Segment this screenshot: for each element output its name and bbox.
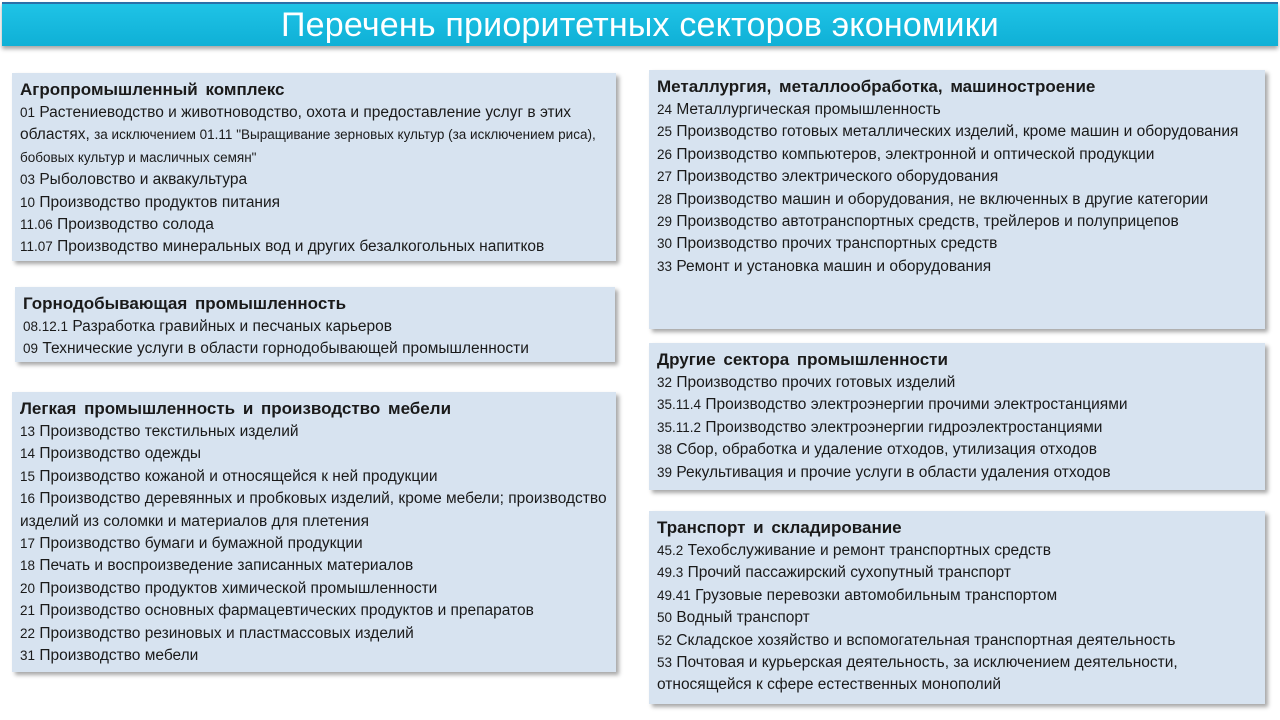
list-item (657, 417, 1259, 439)
item-text: Технические услуги в области горнодобывающей промышленности (42, 340, 529, 358)
item-text: Производство готовых металлических изделий, кроме машин и оборудования (676, 123, 1239, 141)
page-title: Перечень приоритетных секторов экономики (281, 5, 999, 44)
item-text: Производство электроэнергии прочими электростанциями (705, 396, 1128, 414)
list-item (23, 316, 609, 338)
section-metallurgy (649, 70, 1265, 329)
list-item (20, 421, 610, 443)
section-heading: Легкая промышленность и производство мебели (20, 399, 452, 418)
item-code: 53 (657, 655, 673, 671)
item-code: 49.3 (657, 565, 684, 581)
list-item (657, 144, 1259, 166)
list-item (657, 394, 1259, 416)
item-text: Производство электрического оборудования (676, 168, 999, 186)
list-item (657, 99, 1259, 121)
list-item (20, 533, 610, 555)
item-code: 11.07 (20, 239, 53, 255)
list-item (657, 630, 1259, 652)
title-bar (2, 2, 1278, 46)
list-item (20, 443, 610, 465)
list-item (657, 189, 1259, 211)
item-text: Производство кожаной и относящейся к ней продукции (39, 467, 438, 485)
item-text: Техобслуживание и ремонт транспортных средств (687, 542, 1051, 559)
item-text: Производство минеральных вод и других безалкогольных напитков (57, 238, 545, 256)
item-note: за исключением 01.11 "Выращивание зерновых культур (за исключением риса), бобовых культур и масличных семян" (20, 127, 596, 165)
item-code: 49.41 (657, 587, 691, 603)
section-heading: Металлургия, металлообработка, машиностроение (657, 77, 1096, 96)
item-text: Производство продуктов химической промышленности (39, 579, 438, 597)
list-item (20, 600, 610, 622)
item-code: 18 (20, 558, 36, 574)
item-code: 39 (657, 464, 673, 480)
item-code: 33 (657, 258, 673, 274)
item-text: Производство прочих готовых изделий (676, 374, 956, 391)
item-text: Складское хозяйство и вспомогательная транспортная деятельность (676, 631, 1176, 649)
list-item (20, 192, 610, 214)
list-item (20, 578, 610, 600)
item-text: Производство солода (57, 216, 214, 234)
list-item (20, 555, 610, 577)
item-code: 31 (20, 648, 36, 664)
section-heading: Горнодобывающая промышленность (23, 294, 347, 313)
item-text: Растениеводство и животноводство, охота и предоставление услуг в этих областях, (20, 104, 572, 144)
item-code: 28 (657, 191, 673, 207)
item-text: Производство резиновых и пластмассовых изделий (39, 624, 414, 642)
list-item (20, 102, 610, 169)
item-text: Производство бумаги и бумажной продукции (39, 535, 363, 553)
item-text: Рыболовство и аквакультура (39, 171, 248, 189)
item-text: Водный транспорт (676, 609, 810, 627)
item-code: 26 (657, 146, 673, 162)
item-list (23, 316, 609, 361)
item-text: Производство автотранспортных средств, трейлеров и полуприцепов (676, 213, 1179, 231)
item-code: 50 (657, 610, 673, 626)
item-code: 25 (657, 124, 673, 140)
item-text: Производство машин и оборудования, не включенных в другие категории (676, 190, 1209, 208)
item-code: 08.12.1 (23, 319, 69, 334)
list-item (657, 585, 1259, 607)
list-item (657, 562, 1259, 584)
list-item (657, 121, 1259, 143)
item-code: 27 (657, 169, 673, 185)
item-code: 30 (657, 236, 673, 252)
list-item (657, 652, 1259, 697)
item-text: Производство одежды (39, 445, 202, 463)
item-code: 35.11.4 (657, 397, 702, 413)
list-item (23, 338, 609, 360)
item-code: 13 (20, 424, 36, 439)
list-item (657, 166, 1259, 188)
item-text: Производство продуктов питания (39, 193, 281, 211)
item-code: 45.2 (657, 543, 684, 558)
item-code: 10 (20, 194, 36, 210)
item-list (657, 372, 1259, 484)
item-code: 24 (657, 102, 673, 117)
item-text: Производство деревянных и пробковых изделий, кроме мебели; производство изделий из соломки и материалов для плетения (20, 490, 607, 530)
section-heading: Транспорт и складирование (657, 518, 902, 537)
item-list (657, 99, 1259, 278)
item-code: 03 (20, 172, 36, 188)
item-list (20, 102, 610, 259)
list-item (657, 439, 1259, 461)
item-text: Почтовая и курьерская деятельность, за исключением деятельности, относящейся к сфере естественных монополий (657, 654, 1178, 694)
list-item (20, 623, 610, 645)
list-item (657, 372, 1259, 394)
list-item (657, 607, 1259, 629)
item-list (657, 540, 1259, 697)
item-text: Сбор, обработка и удаление отходов, утилизация отходов (676, 441, 1098, 459)
item-text: Производство прочих транспортных средств (676, 235, 998, 253)
item-code: 15 (20, 468, 36, 484)
list-item (20, 645, 610, 667)
list-item (20, 169, 610, 191)
list-item (657, 540, 1259, 562)
item-code: 11.06 (20, 217, 53, 233)
item-text: Производство основных фармацевтических продуктов и препаратов (39, 602, 534, 620)
item-code: 32 (657, 375, 673, 390)
item-code: 17 (20, 536, 36, 552)
section-agro (12, 73, 616, 261)
section-mining (15, 287, 615, 362)
item-code: 14 (20, 446, 36, 462)
list-item (657, 256, 1259, 278)
list-item (657, 211, 1259, 233)
section-transport (649, 511, 1265, 704)
list-item (20, 466, 610, 488)
item-text: Производство электроэнергии гидроэлектростанциями (705, 418, 1103, 436)
item-code: 35.11.2 (657, 419, 702, 435)
item-code: 01 (20, 105, 36, 120)
item-text: Разработка гравийных и песчаных карьеров (72, 318, 393, 335)
item-text: Прочий пассажирский сухопутный транспорт (687, 564, 1011, 582)
list-item (20, 488, 610, 533)
section-light-industry (12, 392, 616, 672)
item-text: Производство компьютеров, электронной и оптической продукции (676, 145, 1155, 163)
item-text: Ремонт и установка машин и оборудования (676, 257, 992, 275)
section-heading: Агропромышленный комплекс (20, 80, 285, 99)
item-text: Печать и воспроизведение записанных материалов (39, 557, 414, 575)
item-code: 20 (20, 580, 36, 596)
list-item (20, 214, 610, 236)
item-code: 52 (657, 632, 673, 648)
list-item (657, 233, 1259, 255)
item-code: 38 (657, 442, 673, 458)
list-item (20, 236, 610, 258)
section-other-industry (649, 343, 1265, 490)
item-text: Грузовые перевозки автомобильным транспортом (695, 586, 1058, 604)
section-heading: Другие сектора промышленности (657, 350, 948, 369)
item-code: 09 (23, 341, 39, 357)
item-text: Производство мебели (39, 647, 199, 665)
item-text: Производство текстильных изделий (39, 423, 299, 440)
item-list (20, 421, 610, 667)
item-code: 29 (657, 214, 673, 230)
item-code: 22 (20, 625, 36, 641)
item-code: 21 (20, 603, 36, 619)
list-item (657, 462, 1259, 484)
item-code: 16 (20, 491, 36, 507)
item-text: Металлургическая промышленность (676, 101, 941, 118)
item-text: Рекультивация и прочие услуги в области удаления отходов (676, 463, 1111, 481)
